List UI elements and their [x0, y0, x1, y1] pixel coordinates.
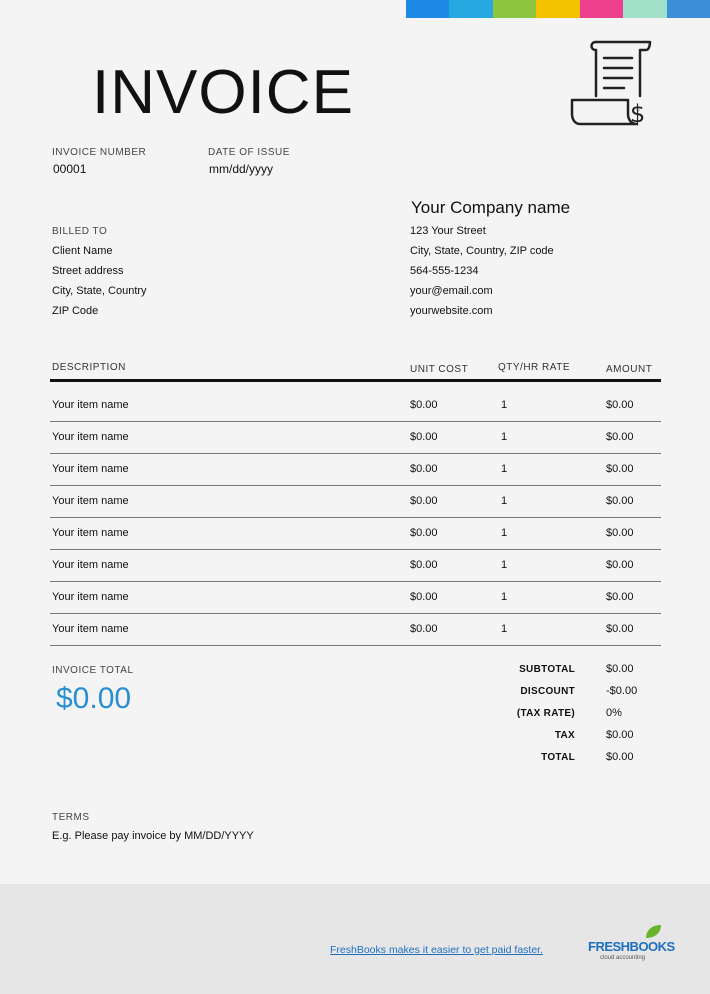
table-header-rule: [50, 379, 661, 382]
description-header: DESCRIPTION: [52, 362, 126, 373]
qty-header: QTY/HR RATE: [498, 362, 570, 373]
item-amount: $0.00: [606, 559, 634, 571]
company-line: 123 Your Street: [410, 225, 486, 237]
item-amount: $0.00: [606, 527, 634, 539]
date-of-issue-label: DATE OF ISSUE: [208, 147, 290, 158]
item-unit-cost: $0.00: [410, 399, 438, 411]
item-unit-cost: $0.00: [410, 591, 438, 603]
item-amount: $0.00: [606, 431, 634, 443]
freshbooks-promo-link[interactable]: FreshBooks makes it easier to get paid faster.: [330, 944, 544, 956]
company-address: [410, 221, 554, 321]
table-row: [50, 550, 661, 582]
item-amount: $0.00: [606, 623, 634, 635]
item-qty: 1: [501, 591, 508, 603]
subtotal-value: $0.00: [606, 663, 634, 675]
billed-to-address: [52, 241, 147, 321]
receipt-dollar-icon: [566, 36, 656, 130]
date-of-issue-value: mm/dd/yyyy: [209, 162, 274, 176]
table-row: [50, 518, 661, 550]
item-description: Your item name: [52, 559, 129, 571]
item-description: Your item name: [52, 463, 129, 475]
invoice-number-value: 00001: [53, 162, 87, 176]
item-unit-cost: $0.00: [410, 559, 438, 571]
billed-to-line: Client Name: [52, 245, 113, 257]
item-unit-cost: $0.00: [410, 463, 438, 475]
company-line: 564-555-1234: [410, 265, 479, 277]
table-row: [50, 582, 661, 614]
color-stripe: [449, 0, 492, 18]
amount-header: AMOUNT: [606, 364, 653, 375]
color-stripe: [580, 0, 623, 18]
item-amount: $0.00: [606, 495, 634, 507]
color-stripe-bar: [406, 0, 710, 18]
tax-value: $0.00: [606, 729, 634, 741]
item-qty: 1: [501, 495, 508, 507]
table-row: [50, 486, 661, 518]
item-description: Your item name: [52, 495, 129, 507]
invoice-total-amount: $0.00: [56, 682, 132, 715]
item-description: Your item name: [52, 527, 129, 539]
unit-cost-header: UNIT COST: [410, 364, 469, 375]
item-qty: 1: [501, 399, 508, 411]
discount-value: -$0.00: [606, 685, 638, 697]
item-qty: 1: [501, 559, 508, 571]
item-unit-cost: $0.00: [410, 623, 438, 635]
line-items-table: [50, 390, 661, 646]
table-row: [50, 614, 661, 646]
billed-to-label: BILLED TO: [52, 226, 108, 237]
item-description: Your item name: [52, 431, 129, 443]
company-line: City, State, Country, ZIP code: [410, 245, 554, 257]
company-name: Your Company name: [411, 198, 571, 217]
color-stripe: [536, 0, 579, 18]
item-qty: 1: [501, 431, 508, 443]
color-stripe: [493, 0, 536, 18]
billed-to-line: Street address: [52, 265, 124, 277]
logo-wordmark: FRESHBOOKS: [588, 939, 675, 954]
item-description: Your item name: [52, 399, 129, 411]
freshbooks-logo[interactable]: [588, 938, 675, 961]
company-line: your@email.com: [410, 285, 493, 297]
page-title: INVOICE: [92, 58, 354, 127]
tax-rate-value: 0%: [606, 707, 622, 719]
color-stripe: [667, 0, 710, 18]
item-unit-cost: $0.00: [410, 527, 438, 539]
svg-text:$: $: [630, 100, 646, 128]
item-amount: $0.00: [606, 591, 634, 603]
item-amount: $0.00: [606, 463, 634, 475]
company-line: yourwebsite.com: [410, 305, 493, 317]
item-qty: 1: [501, 527, 508, 539]
item-qty: 1: [501, 623, 508, 635]
item-unit-cost: $0.00: [410, 431, 438, 443]
logo-tagline: cloud accounting: [600, 955, 646, 961]
tax-rate-label: (TAX RATE): [516, 708, 575, 719]
billed-to-line: ZIP Code: [52, 305, 99, 317]
table-row: [50, 390, 661, 422]
table-row: [50, 454, 661, 486]
subtotal-label: SUBTOTAL: [519, 664, 575, 675]
billed-to-line: City, State, Country: [52, 285, 147, 297]
terms-text: E.g. Please pay invoice by MM/DD/YYYY: [52, 830, 254, 842]
total-label: TOTAL: [541, 752, 575, 763]
item-description: Your item name: [52, 623, 129, 635]
discount-label: DISCOUNT: [520, 686, 575, 697]
leaf-icon: [644, 924, 662, 940]
color-stripe: [623, 0, 666, 18]
item-description: Your item name: [52, 591, 129, 603]
table-row: [50, 422, 661, 454]
invoice-total-label: INVOICE TOTAL: [52, 665, 134, 676]
invoice-number-label: INVOICE NUMBER: [52, 147, 147, 158]
item-amount: $0.00: [606, 399, 634, 411]
footer: [0, 884, 710, 994]
terms-label: TERMS: [52, 812, 90, 823]
item-qty: 1: [501, 463, 508, 475]
color-stripe: [406, 0, 449, 18]
total-value: $0.00: [606, 751, 634, 763]
item-unit-cost: $0.00: [410, 495, 438, 507]
tax-label: TAX: [554, 730, 575, 741]
